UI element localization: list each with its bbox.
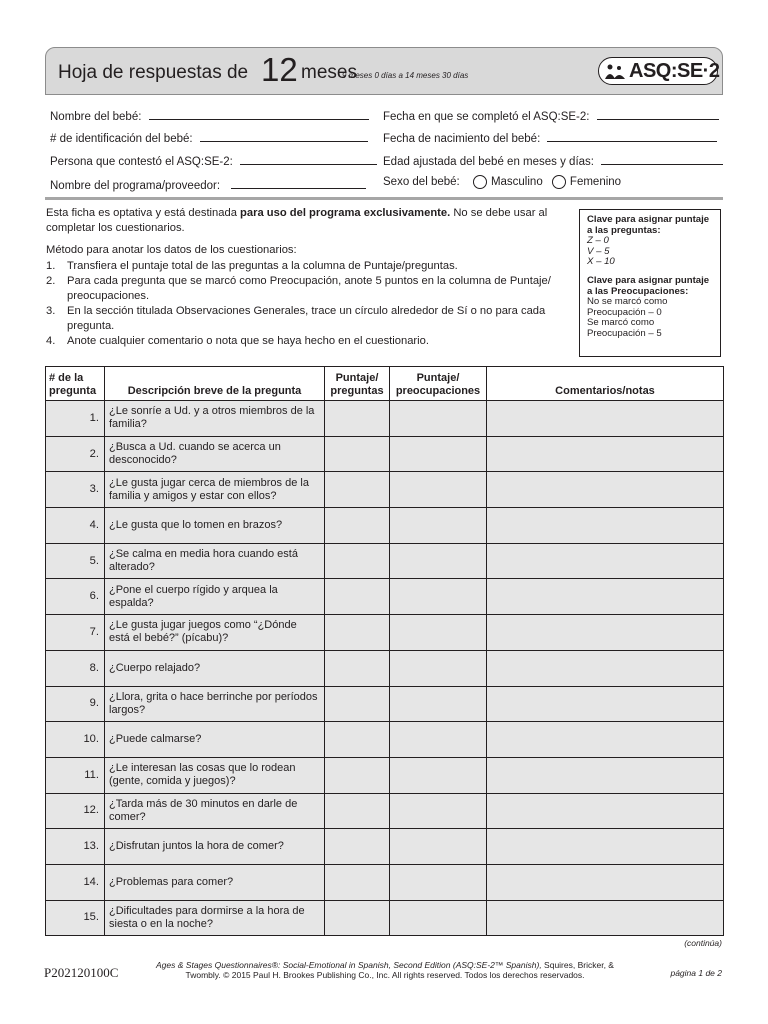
question-description: ¿Le gusta que lo tomen en brazos? — [105, 508, 325, 544]
field-adjusted-age[interactable] — [383, 153, 723, 168]
radio-label: Masculino — [490, 176, 543, 189]
list-item: 2. Para cada pregunta que se marcó como Preocupación, anote 5 puntos en la columna de Puntaje/ preocupaciones. — [46, 275, 551, 302]
comments-cell[interactable] — [487, 436, 724, 472]
comments-cell[interactable] — [487, 650, 724, 686]
score-cell[interactable] — [325, 650, 390, 686]
comments-cell[interactable] — [487, 864, 724, 900]
title-age: 12 — [261, 51, 298, 88]
question-description: ¿Le gusta jugar cerca de miembros de la familia y amigos y estar con ellos? — [105, 472, 325, 508]
concern-cell[interactable] — [390, 829, 487, 865]
score-cell[interactable] — [325, 793, 390, 829]
title-prefix: Hoja de respuestas de — [58, 62, 249, 83]
field-line[interactable] — [547, 130, 717, 142]
question-description: ¿Disfrutan juntos la hora de comer? — [105, 829, 325, 865]
table-row — [46, 793, 724, 829]
col-score: Puntaje/ preguntas — [325, 367, 390, 401]
comments-cell[interactable] — [487, 900, 724, 936]
table-row — [46, 543, 724, 579]
table-row — [46, 722, 724, 758]
score-cell[interactable] — [325, 579, 390, 615]
concern-cell[interactable] — [390, 401, 487, 437]
table-row — [46, 900, 724, 936]
field-label: Nombre del bebé: — [50, 111, 142, 123]
key-x: X – 10 — [587, 256, 615, 268]
field-line[interactable] — [149, 108, 369, 120]
comments-cell[interactable] — [487, 722, 724, 758]
field-line[interactable] — [231, 177, 366, 189]
field-label: Sexo del bebé: — [383, 176, 460, 189]
method-title: Método para anotar los datos de los cuestionarios: — [46, 244, 297, 256]
concern-cell[interactable] — [390, 543, 487, 579]
field-label: Edad ajustada del bebé en meses y días: — [383, 156, 594, 168]
concern-cell[interactable] — [390, 508, 487, 544]
age-range: 9 meses 0 días a 14 meses 30 días — [342, 71, 469, 80]
comments-cell[interactable] — [487, 615, 724, 651]
method-steps — [46, 259, 571, 349]
col-concern: Puntaje/ preocupaciones — [390, 367, 487, 401]
concern-cell[interactable] — [390, 650, 487, 686]
field-label: Fecha en que se completó el ASQ:SE-2: — [383, 111, 590, 123]
concern-cell[interactable] — [390, 615, 487, 651]
key-title-concerns: Clave para asignar puntaje a las Preocupaciones: — [587, 274, 710, 297]
score-cell[interactable] — [325, 686, 390, 722]
table-row — [46, 508, 724, 544]
table-row — [46, 650, 724, 686]
question-number: 10. — [46, 722, 105, 758]
score-cell[interactable] — [325, 436, 390, 472]
question-number: 12. — [46, 793, 105, 829]
question-description: ¿Le interesan las cosas que lo rodean (gente, comida y juegos)? — [105, 757, 325, 793]
question-number: 2. — [46, 436, 105, 472]
continues-note: (continúa) — [684, 938, 722, 948]
field-line[interactable] — [597, 108, 719, 120]
field-birth-date[interactable] — [383, 130, 717, 145]
scoring-key — [579, 209, 721, 357]
concern-cell[interactable] — [390, 686, 487, 722]
concern-cell[interactable] — [390, 436, 487, 472]
comments-cell[interactable] — [487, 793, 724, 829]
key-title-questions: Clave para asignar puntaje a las preguntas: — [587, 214, 710, 236]
question-description: ¿Tarda más de 30 minutos en darle de comer? — [105, 793, 325, 829]
field-baby-id[interactable] — [50, 130, 368, 145]
concern-cell[interactable] — [390, 793, 487, 829]
score-cell[interactable] — [325, 543, 390, 579]
list-item: 4. Anote cualquier comentario o nota que se haya hecho en el cuestionario. — [46, 335, 429, 347]
question-description: ¿Problemas para comer? — [105, 864, 325, 900]
comments-cell[interactable] — [487, 686, 724, 722]
key-line: Se marcó como — [587, 317, 655, 329]
question-description: ¿Le sonríe a Ud. y a otros miembros de la familia? — [105, 401, 325, 437]
question-number: 9. — [46, 686, 105, 722]
comments-cell[interactable] — [487, 829, 724, 865]
family-logo-icon — [604, 63, 626, 79]
field-sex — [383, 175, 621, 189]
intro-paragraph: Esta ficha es optativa y está destinada para uso del programa exclusivamente. No se debe usar al completar los cuestionarios. — [46, 207, 548, 234]
question-number: 13. — [46, 829, 105, 865]
comments-cell[interactable] — [487, 472, 724, 508]
concern-cell[interactable] — [390, 900, 487, 936]
field-program[interactable] — [50, 177, 366, 192]
field-baby-name[interactable] — [50, 108, 369, 123]
question-number: 14. — [46, 864, 105, 900]
question-number: 4. — [46, 508, 105, 544]
table-row — [46, 472, 724, 508]
question-description: ¿Puede calmarse? — [105, 722, 325, 758]
concern-cell[interactable] — [390, 579, 487, 615]
radio-label: Femenino — [569, 176, 622, 189]
comments-cell[interactable] — [487, 508, 724, 544]
title-suffix: meses — [301, 62, 357, 83]
col-comments: Comentarios/notas — [487, 367, 724, 401]
radio-masculino[interactable] — [473, 175, 487, 189]
score-cell[interactable] — [325, 864, 390, 900]
question-number: 6. — [46, 579, 105, 615]
question-number: 11. — [46, 757, 105, 793]
concern-cell[interactable] — [390, 472, 487, 508]
field-label: Fecha de nacimiento del bebé: — [383, 133, 541, 145]
page-number: página 1 de 2 — [670, 968, 722, 978]
question-description: ¿Cuerpo relajado? — [105, 650, 325, 686]
question-number: 15. — [46, 900, 105, 936]
asq-logo — [598, 57, 718, 85]
field-label: Persona que contestó el ASQ:SE-2: — [50, 156, 233, 168]
key-line: No se marcó como — [587, 296, 668, 308]
table-row — [46, 579, 724, 615]
key-line: Preocupación – 5 — [587, 327, 662, 339]
question-number: 1. — [46, 401, 105, 437]
logo-text: ASQ:SE·2 — [629, 60, 720, 82]
field-label: # de identificación del bebé: — [50, 133, 193, 145]
copyright: Ages & Stages Questionnaires®: Social-Emotional in Spanish, Second Edition (ASQ:SE-2™ Spanish), Squires, Bricker, & Twombly. © 2015 Paul H. Brookes Publishing Co., Inc. All rights reserved. Todos los derechos reservados. — [156, 960, 614, 980]
concern-cell[interactable] — [390, 722, 487, 758]
answer-table — [45, 366, 724, 936]
col-number: # de la pregunta — [46, 367, 105, 401]
table-row — [46, 757, 724, 793]
field-completion-date[interactable] — [383, 108, 719, 123]
score-cell[interactable] — [325, 829, 390, 865]
form-code: P202120100C — [44, 965, 119, 980]
question-number: 8. — [46, 650, 105, 686]
question-number: 3. — [46, 472, 105, 508]
form-header — [45, 47, 723, 95]
comments-cell[interactable] — [487, 579, 724, 615]
comments-cell[interactable] — [487, 543, 724, 579]
concern-cell[interactable] — [390, 864, 487, 900]
field-line[interactable] — [601, 153, 723, 165]
divider — [45, 197, 723, 200]
question-number: 5. — [46, 543, 105, 579]
radio-femenino[interactable] — [552, 175, 566, 189]
list-item: 3. En la sección titulada Observaciones Generales, trace un círculo alrededor de Sí o no para cada pregunta. — [46, 305, 546, 332]
table-row — [46, 615, 724, 651]
field-line[interactable] — [200, 130, 368, 142]
col-description: Descripción breve de la pregunta — [105, 367, 325, 401]
question-description: ¿Pone el cuerpo rígido y arquea la espalda? — [105, 579, 325, 615]
comments-cell[interactable] — [487, 401, 724, 437]
score-cell[interactable] — [325, 615, 390, 651]
score-cell[interactable] — [325, 472, 390, 508]
key-line: Preocupación – 0 — [587, 306, 662, 318]
field-label: Nombre del programa/proveedor: — [50, 180, 221, 192]
table-row — [46, 401, 724, 437]
list-item: 1. Transfiera el puntaje total de las preguntas a la columna de Puntaje/preguntas. — [46, 259, 458, 272]
comments-cell[interactable] — [487, 757, 724, 793]
score-cell[interactable] — [325, 401, 390, 437]
score-cell[interactable] — [325, 900, 390, 936]
instructions — [46, 206, 571, 350]
question-description: ¿Busca a Ud. cuando se acerca un desconocido? — [105, 436, 325, 472]
score-cell[interactable] — [325, 722, 390, 758]
table-header-row — [46, 367, 724, 401]
concern-cell[interactable] — [390, 757, 487, 793]
question-number: 7. — [46, 615, 105, 651]
question-description: ¿Dificultades para dormirse a la hora de siesta o en la noche? — [105, 900, 325, 936]
table-row — [46, 829, 724, 865]
question-description: ¿Llora, grita o hace berrinche por períodos largos? — [105, 686, 325, 722]
table-row — [46, 686, 724, 722]
question-description: ¿Se calma en media hora cuando está alterado? — [105, 543, 325, 579]
field-respondent[interactable] — [50, 153, 377, 168]
score-cell[interactable] — [325, 508, 390, 544]
key-z: Z – 0 — [587, 235, 609, 247]
table-row — [46, 436, 724, 472]
table-row — [46, 864, 724, 900]
key-v: V – 5 — [587, 245, 610, 257]
question-description: ¿Le gusta jugar juegos como “¿Dónde está el bebé?” (pícabu)? — [105, 615, 325, 651]
score-cell[interactable] — [325, 757, 390, 793]
field-line[interactable] — [240, 153, 377, 165]
